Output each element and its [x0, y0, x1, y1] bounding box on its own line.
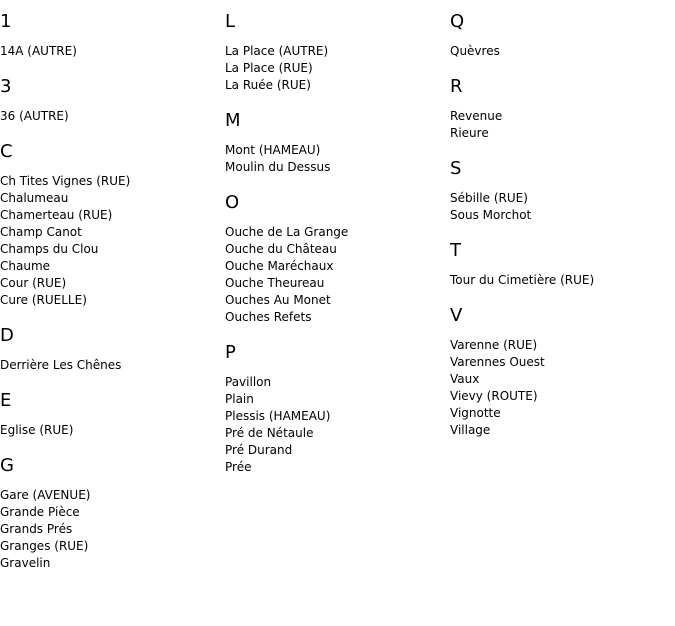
letter-group: [0, 389, 220, 439]
street-name: Ouche de La Grange: [225, 225, 349, 239]
letter-heading: V: [450, 305, 463, 326]
street-list: [0, 173, 220, 309]
street-name: Grande Pièce: [0, 505, 80, 519]
street-name: Prée: [225, 460, 252, 474]
street-name: Ouche Maréchaux: [225, 259, 334, 273]
index-column: [450, 10, 670, 454]
street-name: Plessis (HAMEAU): [225, 409, 331, 423]
letter-group: [225, 341, 445, 476]
street-list: [450, 272, 670, 289]
letter-heading: G: [0, 455, 14, 476]
letter-heading: D: [0, 325, 14, 346]
street-name: Champs du Clou: [0, 242, 99, 256]
street-list: [225, 374, 445, 476]
street-name: Pré de Nétaule: [225, 426, 314, 440]
letter-heading: M: [225, 110, 241, 131]
letter-heading: C: [0, 141, 13, 162]
street-name: Tour du Cimetière (RUE): [450, 273, 595, 287]
street-list: [0, 357, 220, 374]
street-name: Varennes Ouest: [450, 355, 545, 369]
letter-group: [0, 140, 220, 309]
street-list: [450, 190, 670, 224]
street-name: Sous Morchot: [450, 208, 532, 222]
street-name: Ouche du Château: [225, 242, 337, 256]
letter-heading: P: [225, 342, 236, 363]
letter-group: [0, 10, 220, 60]
letter-heading: 1: [0, 11, 12, 32]
street-name: La Ruée (RUE): [225, 78, 311, 92]
letter-heading: 3: [0, 76, 12, 97]
street-name: Vaux: [450, 372, 480, 386]
letter-heading: S: [450, 158, 462, 179]
letter-heading: E: [0, 390, 12, 411]
street-name: Grands Prés: [0, 522, 73, 536]
street-list: [450, 108, 670, 142]
letter-group: [450, 157, 670, 224]
street-name: Champ Canot: [0, 225, 82, 239]
street-name: Moulin du Dessus: [225, 160, 331, 174]
street-name: Village: [450, 423, 491, 437]
street-name: Revenue: [450, 109, 503, 123]
street-name: Rieure: [450, 126, 489, 140]
street-list: [450, 337, 670, 439]
street-name: Derrière Les Chênes: [0, 358, 122, 372]
street-list: [225, 142, 445, 176]
street-name: Plain: [225, 392, 254, 406]
street-name: Vievy (ROUTE): [450, 389, 538, 403]
letter-group: [0, 454, 220, 572]
letter-heading: L: [225, 11, 236, 32]
letter-group: [0, 324, 220, 374]
letter-heading: T: [450, 240, 461, 261]
street-name: Ouche Theureau: [225, 276, 325, 290]
letter-group: [0, 75, 220, 125]
street-name: 36 (AUTRE): [0, 109, 69, 123]
street-name: Pré Durand: [225, 443, 293, 457]
letter-group: [225, 10, 445, 94]
letter-group: [225, 191, 445, 326]
street-list: [225, 43, 445, 94]
street-list: [225, 224, 445, 326]
letter-group: [225, 109, 445, 176]
street-name: Gravelin: [0, 556, 51, 570]
street-list: [0, 487, 220, 572]
street-list: [0, 422, 220, 439]
letter-heading: Q: [450, 11, 465, 32]
street-name: Eglise (RUE): [0, 423, 74, 437]
street-name: Ouches Au Monet: [225, 293, 331, 307]
street-name: Chalumeau: [0, 191, 69, 205]
street-name: Gare (AVENUE): [0, 488, 91, 502]
street-list: [0, 43, 220, 60]
street-name: Varenne (RUE): [450, 338, 538, 352]
street-list: [0, 108, 220, 125]
street-name: Mont (HAMEAU): [225, 143, 321, 157]
street-name: Ch Tites Vignes (RUE): [0, 174, 131, 188]
letter-group: [450, 10, 670, 60]
index-column: [0, 10, 220, 587]
letter-heading: O: [225, 192, 240, 213]
letter-group: [450, 239, 670, 289]
street-list: [450, 43, 670, 60]
street-name: Cure (RUELLE): [0, 293, 87, 307]
street-name: Pavillon: [225, 375, 272, 389]
street-name: 14A (AUTRE): [0, 44, 77, 58]
letter-heading: R: [450, 76, 463, 97]
letter-group: [450, 304, 670, 439]
street-name: Chaume: [0, 259, 51, 273]
index-column: [225, 10, 445, 491]
street-name: Quèvres: [450, 44, 500, 58]
street-name: Chamerteau (RUE): [0, 208, 113, 222]
street-name: La Place (RUE): [225, 61, 313, 75]
street-name: Granges (RUE): [0, 539, 89, 553]
street-name: Ouches Refets: [225, 310, 312, 324]
street-name: Sébille (RUE): [450, 191, 528, 205]
letter-group: [450, 75, 670, 142]
street-name: Vignotte: [450, 406, 501, 420]
street-name: La Place (AUTRE): [225, 44, 329, 58]
street-name: Cour (RUE): [0, 276, 67, 290]
